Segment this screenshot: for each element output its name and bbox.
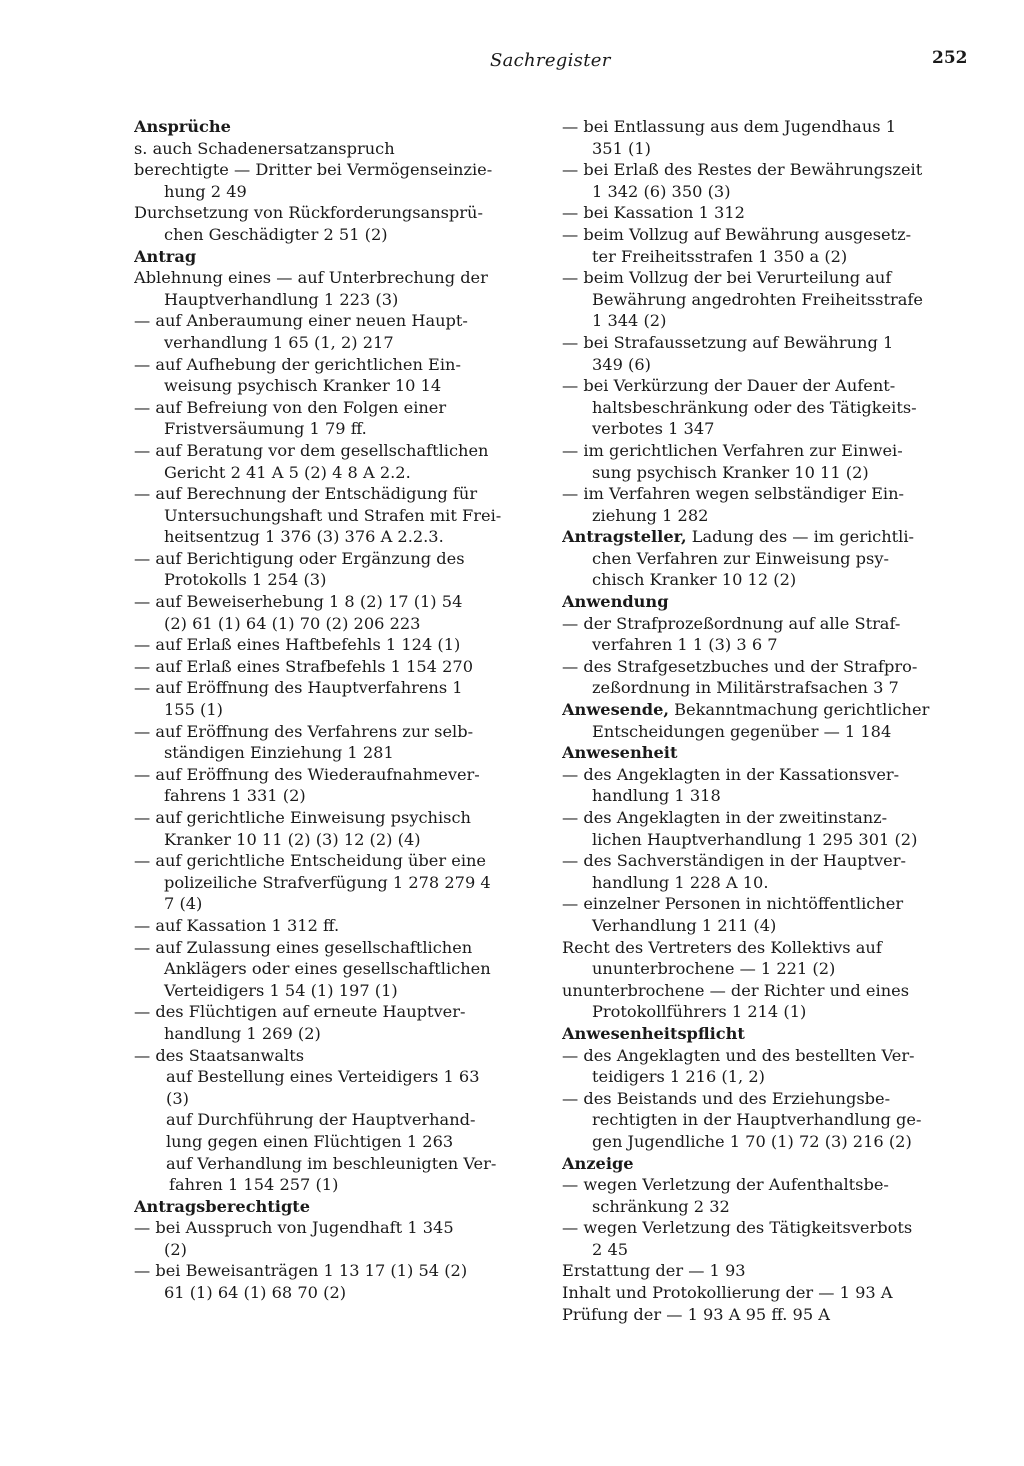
index-entry: — wegen Verletzung des Tätigkeitsverbots: [562, 1218, 913, 1238]
index-entry: — des Staatsanwalts: [134, 1045, 305, 1065]
index-entry: polizeiliche Strafverfügung 1 278 279 4: [164, 872, 491, 892]
index-entry: — auf Eröffnung des Wiederaufnahmever-: [134, 764, 480, 784]
index-entry: 7 (4): [164, 894, 203, 914]
index-entry: (2): [164, 1239, 187, 1259]
index-entry: — wegen Verletzung der Aufenthaltsbe-: [562, 1175, 889, 1195]
index-entry: — einzelner Personen in nichtöffentlicher: [562, 894, 904, 914]
index-entry: Gericht 2 41 A 5 (2) 4 8 A 2.2.: [164, 462, 411, 482]
index-entry: handlung 1 228 A 10.: [592, 872, 769, 892]
index-entry: sung psychisch Kranker 10 11 (2): [592, 462, 869, 482]
index-entry: Anklägers oder eines gesellschaftlichen: [164, 959, 491, 979]
index-entry: — des Angeklagten in der Kassationsver-: [562, 764, 900, 784]
index-entry: Recht des Vertreters des Kollektivs auf: [562, 937, 882, 957]
index-entry: — bei Strafaussetzung auf Bewährung 1: [562, 332, 894, 352]
index-entry: Erstattung der — 1 93: [562, 1261, 746, 1281]
index-entry: — auf gerichtliche Entscheidung über eine: [134, 851, 487, 871]
page-number: 252: [932, 48, 968, 68]
index-heading: Antrag: [134, 246, 197, 266]
index-entry: verhandlung 1 65 (1, 2) 217: [164, 332, 394, 352]
index-entry: — auf Erlaß eines Haftbefehls 1 124 (1): [134, 635, 461, 655]
index-entry: ständigen Einziehung 1 281: [164, 743, 394, 763]
index-entry: teidigers 1 216 (1, 2): [592, 1067, 765, 1087]
index-entry: Bewährung angedrohten Freiheitsstrafe: [592, 289, 923, 309]
index-entry: auf Bestellung eines Verteidigers 1 63: [166, 1067, 480, 1087]
index-entry: Untersuchungshaft und Strafen mit Frei-: [164, 505, 502, 525]
index-heading: [562, 526, 982, 548]
index-entry: — auf Anberaumung einer neuen Haupt-: [134, 311, 468, 331]
index-heading: Antragsteller,: [562, 527, 687, 547]
index-entry: 351 (1): [592, 138, 651, 158]
index-entry: handlung 1 269 (2): [164, 1023, 321, 1043]
index-entry: — bei Erlaß des Restes der Bewährungszeit: [562, 160, 923, 180]
index-heading: [562, 699, 982, 721]
index-entry: 349 (6): [592, 354, 651, 374]
index-entry: — beim Vollzug auf Bewährung ausgesetz-: [562, 224, 912, 244]
index-entry: auf Durchführung der Hauptverhand-: [166, 1110, 476, 1130]
index-entry: chen Geschädigter 2 51 (2): [164, 224, 388, 244]
index-entry: lichen Hauptverhandlung 1 295 301 (2): [592, 829, 918, 849]
index-entry: fahren 1 154 257 (1): [169, 1175, 339, 1195]
index-entry: 61 (1) 64 (1) 68 70 (2): [164, 1283, 347, 1303]
index-entry: verfahren 1 1 (3) 3 6 7: [592, 635, 778, 655]
index-entry: 155 (1): [164, 700, 223, 720]
index-entry: gen Jugendliche 1 70 (1) 72 (3) 216 (2): [592, 1131, 912, 1151]
index-entry: heitsentzug 1 376 (3) 376 A 2.2.3.: [164, 527, 444, 547]
index-entry: s. auch Schadenersatzanspruch: [134, 138, 395, 158]
index-entry: verbotes 1 347: [592, 419, 715, 439]
index-entry: rechtigten in der Hauptverhandlung ge-: [592, 1110, 922, 1130]
index-entry: weisung psychisch Kranker 10 14: [164, 376, 442, 396]
index-entry: — auf Eröffnung des Verfahrens zur selb-: [134, 721, 474, 741]
index-entry: Kranker 10 11 (2) (3) 12 (2) (4): [164, 829, 421, 849]
index-entry: — auf Kassation 1 312 ff.: [134, 915, 340, 935]
index-column-right: [562, 116, 982, 1325]
index-entry: — des Sachverständigen in der Hauptver-: [562, 851, 906, 871]
index-entry: fahrens 1 331 (2): [164, 786, 306, 806]
index-entry: Ablehnung eines — auf Unterbrechung der: [134, 268, 488, 288]
index-entry: 2 45: [592, 1239, 629, 1259]
index-entry: Protokolls 1 254 (3): [164, 570, 327, 590]
index-entry: (3): [166, 1088, 189, 1108]
index-entry: hung 2 49: [164, 181, 247, 201]
index-entry: Prüfung der — 1 93 A 95 ff. 95 A: [562, 1304, 830, 1324]
index-heading: Anwendung: [562, 592, 669, 612]
index-entry: — bei Kassation 1 312: [562, 203, 745, 223]
index-entry: — auf Eröffnung des Hauptverfahrens 1: [134, 678, 463, 698]
index-entry: — beim Vollzug der bei Verurteilung auf: [562, 268, 892, 288]
index-entry: handlung 1 318: [592, 786, 721, 806]
index-entry: — bei Verkürzung der Dauer der Aufent-: [562, 376, 896, 396]
index-entry: schränkung 2 32: [592, 1196, 730, 1216]
index-entry: Protokollführers 1 214 (1): [592, 1002, 807, 1022]
index-column-left: [134, 116, 546, 1304]
index-entry: ter Freiheitsstrafen 1 350 a (2): [592, 246, 848, 266]
index-entry: chisch Kranker 10 12 (2): [592, 570, 797, 590]
index-heading: Anwesende,: [562, 700, 669, 720]
index-entry: — auf Berichtigung oder Ergänzung des: [134, 548, 465, 568]
index-entry: — des Beistands und des Erziehungsbe-: [562, 1088, 891, 1108]
index-entry: — bei Ausspruch von Jugendhaft 1 345: [134, 1218, 454, 1238]
index-entry: haltsbeschränkung oder des Tätigkeits-: [592, 397, 917, 417]
index-entry: — auf Beweiserhebung 1 8 (2) 17 (1) 54: [134, 592, 463, 612]
index-entry: 1 344 (2): [592, 311, 667, 331]
index-heading: Antragsberechtigte: [134, 1196, 311, 1216]
index-heading: Anwesenheitspflicht: [562, 1023, 745, 1043]
index-entry: — der Strafprozeßordnung auf alle Straf-: [562, 613, 901, 633]
running-header-title: Sachregister: [490, 50, 611, 71]
index-entry: ununterbrochene — 1 221 (2): [592, 959, 836, 979]
index-entry: — auf Aufhebung der gerichtlichen Ein-: [134, 354, 461, 374]
index-entry: — des Flüchtigen auf erneute Hauptver-: [134, 1002, 466, 1022]
index-entry: berechtigte — Dritter bei Vermögenseinzie-: [134, 160, 493, 180]
index-entry: — des Angeklagten in der zweitinstanz-: [562, 808, 888, 827]
index-entry: lung gegen einen Flüchtigen 1 263: [166, 1131, 454, 1151]
index-entry: ununterbrochene — der Richter und eines: [562, 980, 910, 1000]
index-entry: 1 342 (6) 350 (3): [592, 181, 731, 201]
index-entry: — bei Beweisanträgen 1 13 17 (1) 54 (2): [134, 1261, 468, 1281]
index-entry: — auf Beratung vor dem gesellschaftlichen: [134, 440, 489, 460]
index-entry-rest: Bekanntmachung gerichtlicher: [669, 700, 930, 720]
index-entry: — im gerichtlichen Verfahren zur Einwei-: [562, 440, 903, 460]
index-entry: — des Angeklagten und des bestellten Ver-: [562, 1045, 915, 1065]
index-entry: Fristversäumung 1 79 ff.: [164, 419, 367, 439]
index-entry-rest: Ladung des — im gerichtli-: [686, 527, 914, 547]
index-entry: Entscheidungen gegenüber — 1 184: [592, 721, 892, 741]
index-heading: Anzeige: [562, 1153, 634, 1173]
index-entry: — auf Erlaß eines Strafbefehls 1 154 270: [134, 656, 474, 676]
index-entry: auf Verhandlung im beschleunigten Ver-: [166, 1153, 497, 1173]
index-entry: — bei Entlassung aus dem Jugendhaus 1: [562, 117, 897, 136]
index-entry: — auf Befreiung von den Folgen einer: [134, 397, 447, 417]
index-entry: — auf gerichtliche Einweisung psychisch: [134, 808, 471, 827]
index-entry: ziehung 1 282: [592, 505, 709, 525]
index-heading: Anwesenheit: [562, 743, 678, 763]
index-entry: Hauptverhandlung 1 223 (3): [164, 289, 399, 309]
index-heading: Ansprüche: [134, 117, 231, 136]
index-entry: — auf Berechnung der Entschädigung für: [134, 484, 478, 504]
index-entry: — auf Zulassung eines gesellschaftlichen: [134, 937, 473, 957]
index-entry: — des Strafgesetzbuches und der Strafpro-: [562, 656, 918, 676]
index-entry: Verhandlung 1 211 (4): [592, 915, 777, 935]
index-entry: zeßordnung in Militärstrafsachen 3 7: [592, 678, 899, 698]
index-entry: Inhalt und Protokollierung der — 1 93 A: [562, 1283, 893, 1303]
index-entry: — im Verfahren wegen selbständiger Ein-: [562, 484, 904, 504]
index-entry: Durchsetzung von Rückforderungsansprü-: [134, 203, 483, 223]
index-entry: chen Verfahren zur Einweisung psy-: [592, 548, 889, 568]
index-entry: (2) 61 (1) 64 (1) 70 (2) 206 223: [164, 613, 421, 633]
index-entry: Verteidigers 1 54 (1) 197 (1): [164, 980, 398, 1000]
